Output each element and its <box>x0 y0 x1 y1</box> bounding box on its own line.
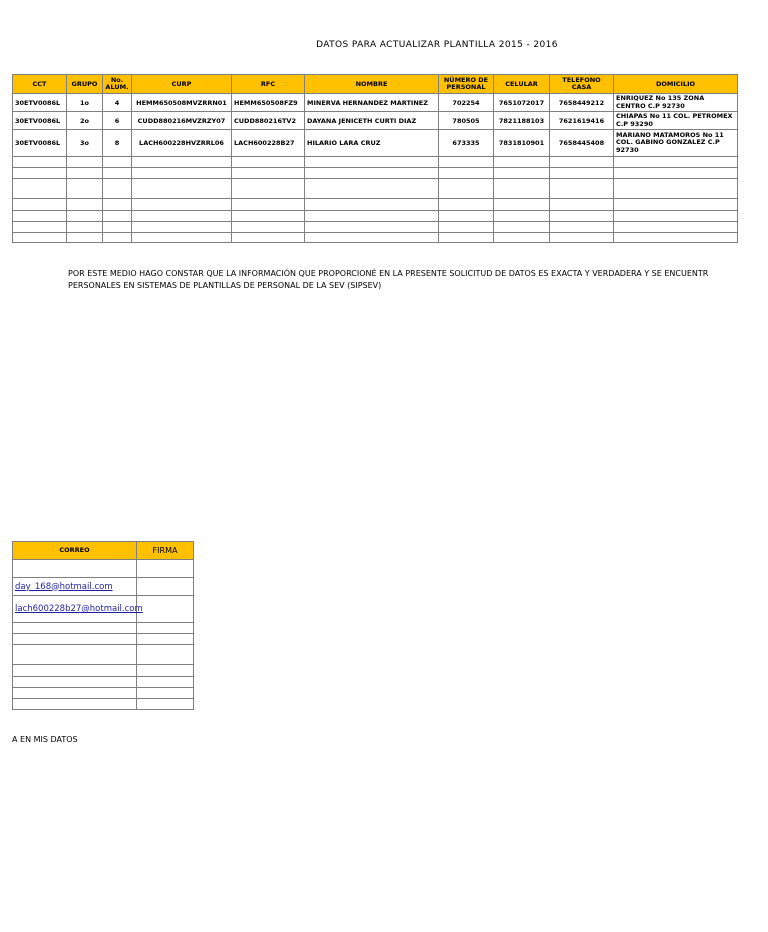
cell-celular: 7821188103 <box>494 112 550 130</box>
cell-curp: CUDD880216MVZRZY07 <box>132 112 232 130</box>
cell-grupo: 2o <box>67 112 103 130</box>
email-signature-table <box>12 541 194 710</box>
cell-rfc: LACH600228B27 <box>232 130 305 157</box>
email-row <box>13 645 194 665</box>
cell-numero-personal: 673335 <box>439 130 494 157</box>
cell-rfc: HEMM650508FZ9 <box>232 94 305 112</box>
cell-nombre: HILARIO LARA CRUZ <box>305 130 439 157</box>
email-row <box>13 699 194 710</box>
email-row <box>13 677 194 688</box>
declaration-continuation: A EN MIS DATOS <box>12 735 78 744</box>
email-row <box>13 560 194 578</box>
cell-domicilio: CHIAPAS No 11 COL. PETROMEX C.P 93290 <box>614 112 738 130</box>
email-row <box>13 634 194 645</box>
table-row <box>13 94 738 112</box>
email-row <box>13 578 194 596</box>
empty-row <box>13 168 738 179</box>
email-link[interactable]: day_168@hotmail.com <box>15 581 113 592</box>
empty-row <box>13 199 738 211</box>
header-curp: CURP <box>132 75 232 94</box>
cell-grupo: 1o <box>67 94 103 112</box>
header-nombre: NOMBRE <box>305 75 439 94</box>
cell-no-alum: 8 <box>103 130 132 157</box>
header-row <box>13 75 738 94</box>
email-header-row <box>13 542 194 560</box>
empty-row <box>13 211 738 222</box>
email-row <box>13 596 194 623</box>
cell-domicilio: MARIANO MATAMOROS No 11 COL. GABINO GONZALEZ C.P 92730 <box>614 130 738 157</box>
cell-telefono-casa: 7621619416 <box>550 112 614 130</box>
header-firma: FIRMA <box>137 542 194 560</box>
declaration-text <box>68 268 768 292</box>
firma-cell <box>137 596 194 623</box>
cell-cct: 30ETV0086L <box>13 112 67 130</box>
page-title: DATOS PARA ACTUALIZAR PLANTILLA 2015 - 2016 <box>316 40 558 50</box>
email-row <box>13 623 194 634</box>
email-row <box>13 665 194 677</box>
header-celular: CELULAR <box>494 75 550 94</box>
cell-celular: 7831810901 <box>494 130 550 157</box>
cell-grupo: 3o <box>67 130 103 157</box>
empty-row <box>13 157 738 168</box>
cell-curp: LACH600228HVZRRL06 <box>132 130 232 157</box>
empty-row <box>13 222 738 233</box>
email-row <box>13 688 194 699</box>
cell-telefono-casa: 7658449212 <box>550 94 614 112</box>
cell-domicilio: ENRIQUEZ No 135 ZONA CENTRO C.P 92730 <box>614 94 738 112</box>
header-rfc: RFC <box>232 75 305 94</box>
header-domicilio: DOMICILIO <box>614 75 738 94</box>
cell-nombre: DAYANA JENICETH CURTI DIAZ <box>305 112 439 130</box>
header-telefono-casa: TELEFONO CASA <box>550 75 614 94</box>
firma-cell <box>137 578 194 596</box>
cell-numero-personal: 702254 <box>439 94 494 112</box>
cell-no-alum: 6 <box>103 112 132 130</box>
cell-nombre: MINERVA HERNANDEZ MARTINEZ <box>305 94 439 112</box>
personal-data-table <box>12 74 738 243</box>
declaration-line-1: POR ESTE MEDIO HAGO CONSTAR QUE LA INFORMACIÓN QUE PROPORCIONÉ EN LA PRESENTE SOLICITUD DE DATOS ES EXACTA Y VERDADERA Y SE ENCUENTR <box>68 269 709 278</box>
header-cct: CCT <box>13 75 67 94</box>
header-correo: CORREO <box>13 542 137 560</box>
header-no-alum: No. ALUM. <box>103 75 132 94</box>
header-numero-personal: NÚMERO DE PERSONAL <box>439 75 494 94</box>
cell-numero-personal: 780505 <box>439 112 494 130</box>
table-row <box>13 130 738 157</box>
cell-rfc: CUDD880216TV2 <box>232 112 305 130</box>
cell-curp: HEMM650508MVZRRN01 <box>132 94 232 112</box>
empty-row <box>13 233 738 243</box>
cell-telefono-casa: 7658445408 <box>550 130 614 157</box>
email-link[interactable]: lach600228b27@hotmail.com <box>15 604 143 614</box>
header-grupo: GRUPO <box>67 75 103 94</box>
cell-no-alum: 4 <box>103 94 132 112</box>
declaration-line-2: PERSONALES EN SISTEMAS DE PLANTILLAS DE PERSONAL DE LA SEV (SIPSEV) <box>68 281 382 290</box>
table-row <box>13 112 738 130</box>
cell-cct: 30ETV0086L <box>13 94 67 112</box>
cell-celular: 7651072017 <box>494 94 550 112</box>
cell-cct: 30ETV0086L <box>13 130 67 157</box>
empty-row <box>13 179 738 199</box>
